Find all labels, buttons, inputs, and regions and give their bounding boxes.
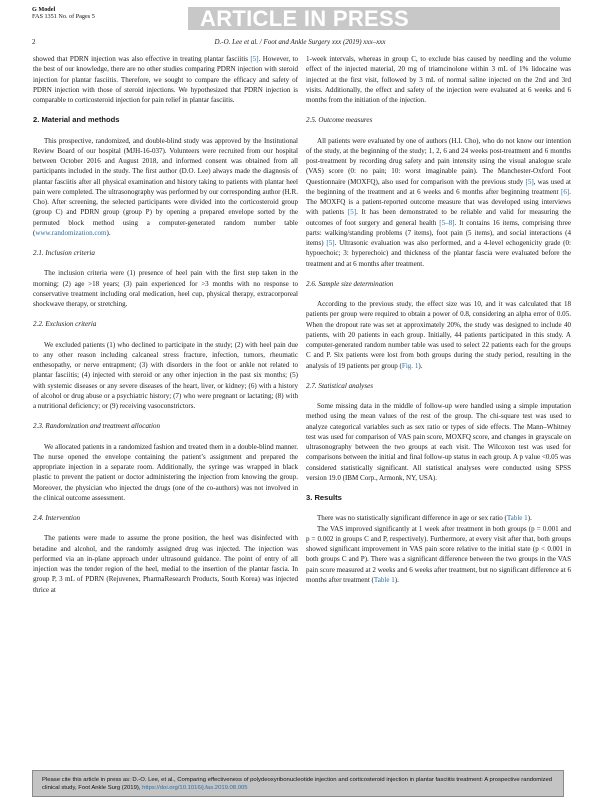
results-paragraph-2 <box>306 524 571 586</box>
inclusion-paragraph: The inclusion criteria were (1) presence of heel pain with the first step taken in the morning; (2) age >18 years; (3) pain experienced for >3 months with no response to conservative treatment including oral medication, heel cup, physical therapy, extracorporeal shockwave therapy, or stretching. <box>33 269 298 308</box>
table-link[interactable]: Table 1 <box>373 575 395 584</box>
exclusion-paragraph: We excluded patients (1) who declined to participate in the study; (2) with heel pain due to any other reason including calcaneal stress fracture, infection, tumors, rheumatic enthesopathy, or nerve entrapment; (3) with disorders in the foot or ankle not related to plantar fasciitis; (4) injected with steroid or any other injection in the past six months; (5) with systemic diseases or any severe diseases of the heart, liver, or kidney; (6) with a history of alcohol or drug abuse or a psychiatric history; (7) who were pregnant or lactating; (8) with a nutritional deficiency; or (9) receiving vasoconstrictors. <box>33 340 298 410</box>
subsection-heading-inclusion: 2.1. Inclusion criteria <box>33 249 95 257</box>
table-link[interactable]: Table 1 <box>506 514 528 523</box>
page-number: 2 <box>32 38 36 46</box>
subsection-heading-sample-size: 2.6. Sample size determination <box>306 279 394 288</box>
citation-text: Please cite this article in press as: D.-O. Lee, et al., Comparing effectiveness of polydeoxyribonucleotide injection and corticosteroid injection in plantar fasciitis treatment: A prospective randomized clinical study, Foot Ankle Surg (2019), <box>42 777 553 792</box>
outcome-paragraph <box>306 136 571 269</box>
text: All patients were evaluated by one of authors (H.I. Cho), who do not know our intention of the study, at the beginning of the study; 1, 2, 6 and 24 weeks post-treatment and 6 months post-treatment by recording drug safety and pain intensity using the visual analogue scale (VAS) score (0: no pain; 10: worst imaginable pain). The Manchester-Oxford Foot Questionnaire (MOXFQ), also used for comparison with the previous study <box>306 136 571 186</box>
intervention-continued: 1-week intervals, whereas in group C, to exclude bias caused by needling and the volume effect of the injected material, 20 mg of triamcinolone within 3 mL of 1% lidocaine was injected at the first visit, followed by 3 mL of normal saline injected on the 2nd and 3rd visits. Additionally, the effect and safety of the injection were evaluated at 6 weeks and 6 months from the initiation of the injection. <box>306 55 571 104</box>
text: ). <box>394 575 399 584</box>
text: There was no statistically significant difference in age or sex ratio ( <box>317 514 507 523</box>
right-column <box>306 54 571 585</box>
reference-link[interactable]: [5] <box>525 177 534 186</box>
text: , was used at the beginning of the treatment and at 6 weeks and 6 months after beginning treatment <box>306 177 572 196</box>
banner-text: ARTICLE IN PRESS <box>200 6 409 31</box>
sample-size-paragraph <box>306 299 571 371</box>
randomization-link[interactable]: www.randomization.com <box>35 228 107 237</box>
figure-link[interactable]: Fig. 1 <box>401 361 419 370</box>
section-heading-methods: 2. Material and methods <box>33 115 120 125</box>
reference-link[interactable]: [5] <box>326 239 335 247</box>
text: ). <box>418 361 423 370</box>
subsection-heading-exclusion: 2.2. Exclusion criteria <box>33 320 97 329</box>
text: . Ultrasonic evaluation was also performed, and a 4-level echogenicity grade (0: hypoechoic; 3: hyperechoic) and thickness of the plantar fascia were evaluated before the treatment and at 6 months after treatment. <box>306 239 571 268</box>
text: . It contains 16 items, comprising three parts: walking/standing problems (7 items), foot pain (5 items), and social interactions (4 items) <box>306 218 571 247</box>
text: . The MOXFQ is a patient-reported outcome measure that was developed using interviews with patients <box>306 187 571 217</box>
reference-link[interactable]: [5] <box>250 55 259 63</box>
manuscript-id: FAS 1351 No. of Pages 5 <box>32 13 95 20</box>
citation-box <box>32 770 564 797</box>
model-label: G Model <box>32 6 56 13</box>
statistics-paragraph: Some missing data in the middle of follow-up were handled using a simple imputation method using the mean values of the rest of the group. The chi-square test was used to analyze categorical variables such as sex ratio or types of side effects. The Mann–Whitney test was used for comparison of VAS pain score, MOXFQ score, and changes in grayscale on ultrasonography between the two groups at each visit. The Wilcoxon test was used for comparisons between the initial and final follow-up status in each group. A p value <0.05 was considered statistically significant. All statistical analyses were conducted using SPSS version 19.0 (IBM Corp., Armonk, NY, USA). <box>306 402 571 482</box>
text: This prospective, randomized, and double-blind study was approved by the Institutional Review Board of our hospital (MJH-16-037). Volunteers were recruited from our hospital between October 2016 and August 2018, and informed consent was obtained from all participants included in the study. The first author (D.O. Lee) always made the diagnosis of plantar fasciitis after all physical examination and history taking to patients with plantar heel pain were completed. The ultrasonography was performed by our corresponding author (H.R. Cho). After screening, the selected participants were divided into the corticosteroid group (group C) and PDRN group (group P) by opening a prepared envelope sorted by the permuted block method using a computer-generated random number table ( <box>33 136 298 237</box>
text: According to the previous study, the effect size was 10, and it was calculated that 18 patients per group were required to obtain a power of 0.8, considering an alpha error of 0.05. When the dropout rate was set at approximately 20%, the study was designed to include 40 patients, with 20 patients in each group. Initially, 44 patients participated in this study. A computer-generated random number table was used to select 22 patients each for the groups C and P. Six patients were lost from both groups during the study period, resulting in the analysis of 19 patients per group ( <box>306 300 571 370</box>
text: . It has been demonstrated to be reliable and valid for measuring the outcomes of foot surgery and general health <box>306 208 571 227</box>
section-heading-results: 3. Results <box>306 493 342 502</box>
subsection-heading-statistics: 2.7. Statistical analyses <box>306 381 373 390</box>
subsection-heading-intervention: 2.4. Intervention <box>33 514 81 522</box>
text: . However, to the best of our knowledge, there are no other studies comparing PDRN injection with steroid injection for plantar fasciitis. Therefore, we sought to compare the efficacy and safety of PDRN injection with those of steroid injections. We hypothesized that PDRN injection is comparable to corticosteroid injection for pain relief in plantar fasciitis. <box>33 55 298 104</box>
article-in-press-banner <box>188 7 560 30</box>
subsection-heading-randomization: 2.3. Randomization and treatment allocation <box>33 422 161 431</box>
text: The VAS improved significantly at 1 week after treatment in both groups (p = 0.001 and p = 0.002 in groups C and P, respectively). Furthermore, at every visit after that, both groups showed significant improvement in VAS pain score relative to the initial state (p < 0.001 in both groups C and P). There was a significant difference between the two groups in the VAS pain score measured at 2 weeks and 6 weeks after treatment, but no significant difference at 6 months after treatment ( <box>306 524 571 584</box>
subsection-heading-outcome: 2.5. Outcome measures <box>306 116 373 125</box>
reference-link[interactable]: [6] <box>561 187 570 196</box>
journal-model-info <box>32 6 95 20</box>
intro-paragraph <box>33 54 298 105</box>
reference-link[interactable]: [5] <box>347 208 357 217</box>
text: ). <box>106 228 111 237</box>
randomization-paragraph: We allocated patients in a randomized fashion and treated them in a double-blind manner. The nurse opened the envelope containing the patient’s assignment and prepared the appropriate injection in a separate room. Additionally, the syringe was wrapped in black plastic to prevent the patient or doctor administering the injection from knowing the group. Moreover, the physician who injected the drugs (one of the co-authors) was not involved in the clinical outcome assessment. <box>33 442 298 502</box>
doi-link[interactable]: https://doi.org/10.1016/j.fas.2019.08.005 <box>142 785 248 792</box>
left-column <box>33 54 298 595</box>
reference-link[interactable]: [5–8] <box>439 218 455 227</box>
running-head: D.-O. Lee et al. / Foot and Ankle Surgery xxx (2019) xxx–xxx <box>214 38 386 46</box>
text: showed that PDRN injection was also effective in treating plantar fasciitis <box>33 55 251 63</box>
results-paragraph-1 <box>306 513 571 523</box>
intervention-paragraph: The patients were made to assume the prone position, the heel was disinfected with betadine and alcohol, and the randomly assigned drug was injected. The injection was performed via an in-plane approach under ultrasound guidance. The point of entry of all injection was the tender region of the heel, medial to the insertion of the plantar fascia. In group P, 3 mL of PDRN (Rejuvenex, PharmaResearch Products, South Korea) was injected thrice at <box>33 534 298 594</box>
methods-paragraph <box>33 136 298 239</box>
text: ). <box>527 514 532 523</box>
